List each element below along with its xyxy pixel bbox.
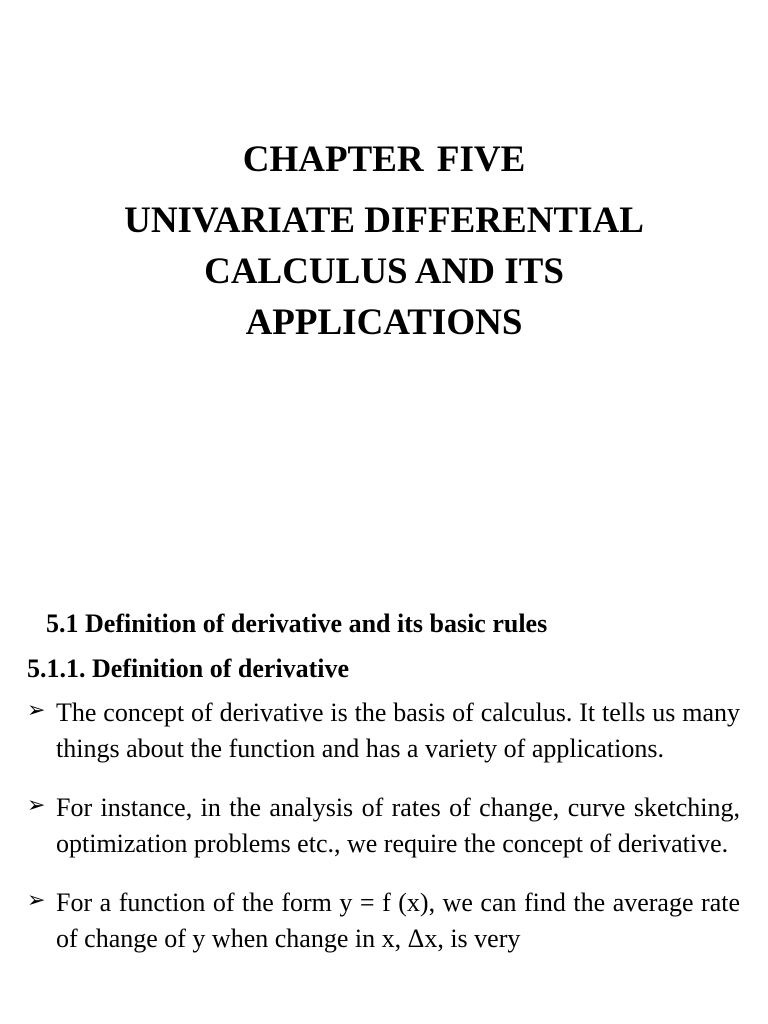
arrow-bullet-icon: ➢ xyxy=(27,888,46,913)
arrow-bullet-icon: ➢ xyxy=(27,793,46,818)
bullet-item xyxy=(27,790,740,862)
chapter-heading-block xyxy=(0,137,768,348)
chapter-title-line: CALCULUS AND ITS xyxy=(204,251,564,292)
arrow-bullet-icon: ➢ xyxy=(27,698,46,723)
subsection-heading: 5.1.1. Definition of derivative xyxy=(27,654,350,683)
chapter-title-line: UNIVARIATE DIFFERENTIAL xyxy=(124,200,644,241)
bullet-text: For a function of the form y = f (x), we can find the average rate of change of y when change in x, Δx, is very xyxy=(56,888,740,953)
bullet-item xyxy=(27,695,740,767)
bullet-list xyxy=(27,695,740,980)
chapter-label: CHAPTER FIVE xyxy=(242,139,526,180)
bullet-item xyxy=(27,885,740,957)
section-heading: 5.1 Definition of derivative and its basic rules xyxy=(46,609,548,638)
bullet-text: For instance, in the analysis of rates of change, curve sketching, optimization problems etc., we require the concept of derivative. xyxy=(56,793,740,858)
chapter-title xyxy=(0,195,768,348)
chapter-title-line: APPLICATIONS xyxy=(245,302,523,343)
bullet-text: The concept of derivative is the basis of calculus. It tells us many things about the function and has a variety of applications. xyxy=(56,698,740,763)
